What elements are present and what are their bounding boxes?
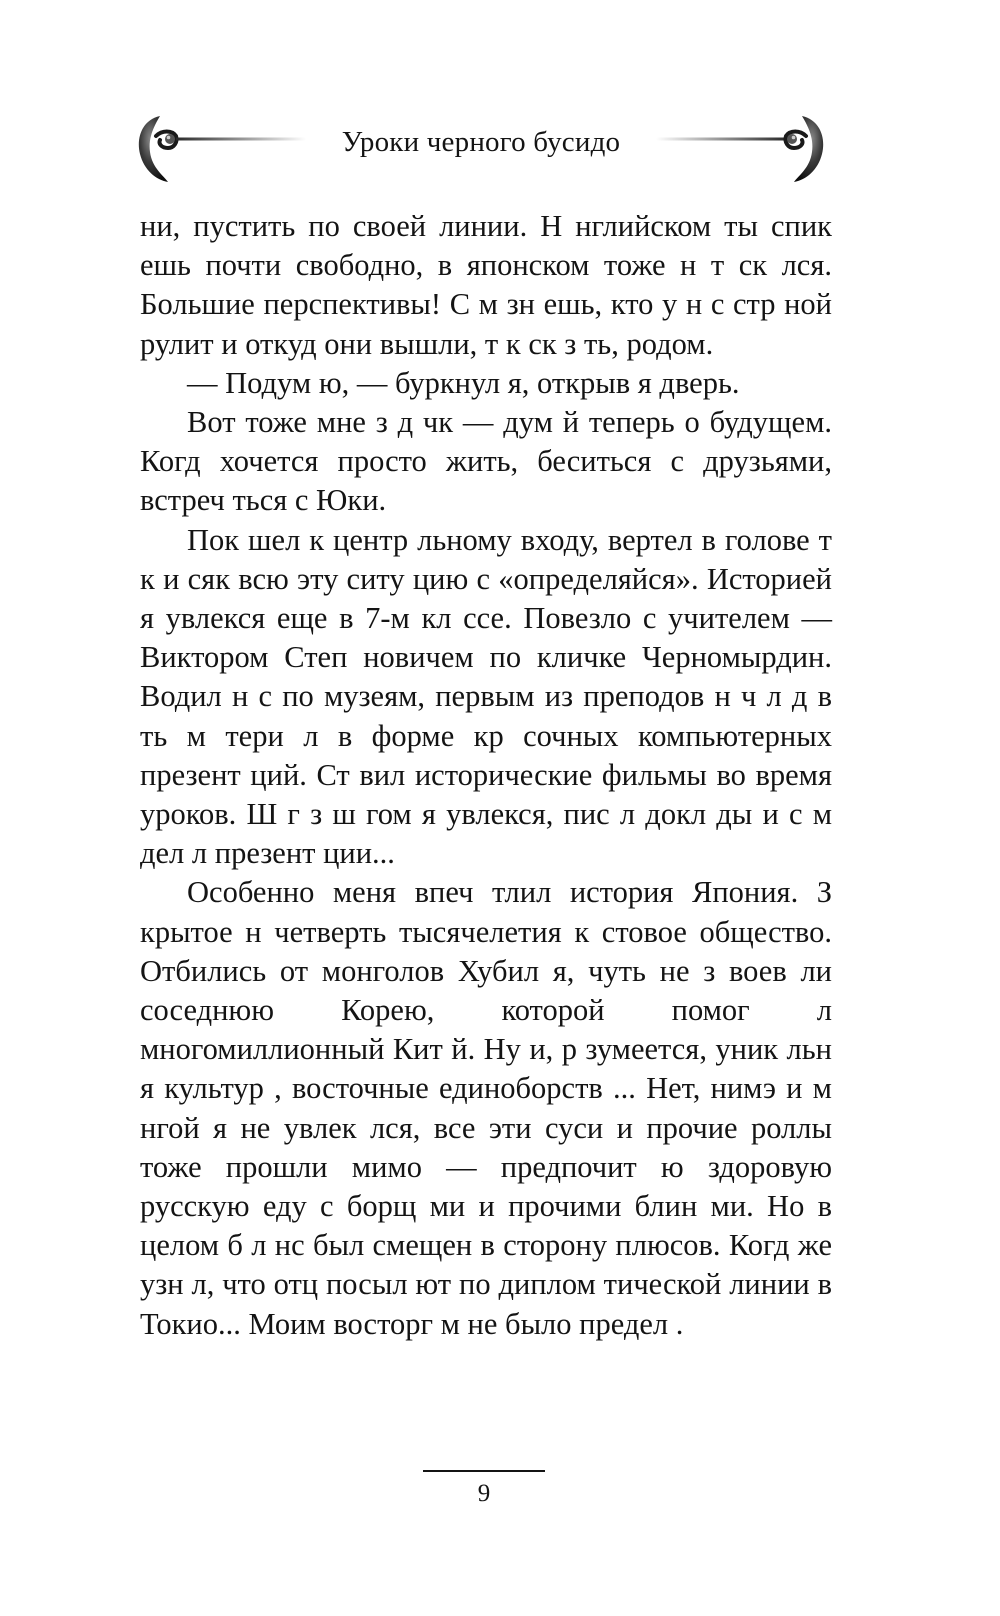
paragraph: — Подум ю, — буркнул я, открыв я дверь. xyxy=(187,365,740,400)
paragraph: Пок шел к центр льному входу, вертел в голове т к и сяк всю эту ситу цию с «определяйся». Историей я увлекся еще в 7-м кл ссе. Повезло с учителем — Виктором Степ новичем по кличке Черномырдин. Водил н с по музеям, первым из преподов н ч л д в ть м тери л в форме кр сочных компьютерных презент ций. Ст вил исторические фильмы во время уроков. Ш г з ш гом я увлекся, пис л докл ды и с м дел л презент ции... xyxy=(140,522,832,871)
paragraph: Особенно меня впеч тлил история Япония. З крытое н четверть тысячелетия к стовое общество. Отбились от монголов Хубил я, чуть не з воев ли соседнюю Корею, которой помог л многомиллионный Кит й. Ну и, р зумеется, уник льн я культур , восточные единоборств ... Нет, нимэ и м нгой я не увлек лся, все эти суси и прочие роллы тоже прошли мимо — предпочит ю здоровую русскую еду с борщ ми и прочими блин ми. Но в целом б л нс был смещен в сторону плюсов. Когд же узн л, что отц посыл ют по диплом тической линии в Токио... Моим восторг м не было предел . xyxy=(140,875,832,1341)
running-title: Уроки черного бусидо xyxy=(341,126,621,158)
paragraph: Вот тоже мне з д чк — дум й теперь о будущем. Когд хочется просто жить, беситься с друзьями, встреч ться с Юки. xyxy=(140,405,832,518)
paragraph: ни, пустить по своей линии. Н нглийском ты спик ешь почти свободно, в японском тоже н т ск лся. Большие перспективы! С м зн ешь, кто у н с стр ной рулит и откуд они вышли, т к ск з ть, родом. xyxy=(140,209,832,361)
running-header xyxy=(130,108,832,188)
main-text xyxy=(140,207,832,1344)
page-number: 9 xyxy=(477,1480,491,1507)
footer-divider xyxy=(423,1470,545,1472)
hook-ornament-icon xyxy=(652,108,832,188)
